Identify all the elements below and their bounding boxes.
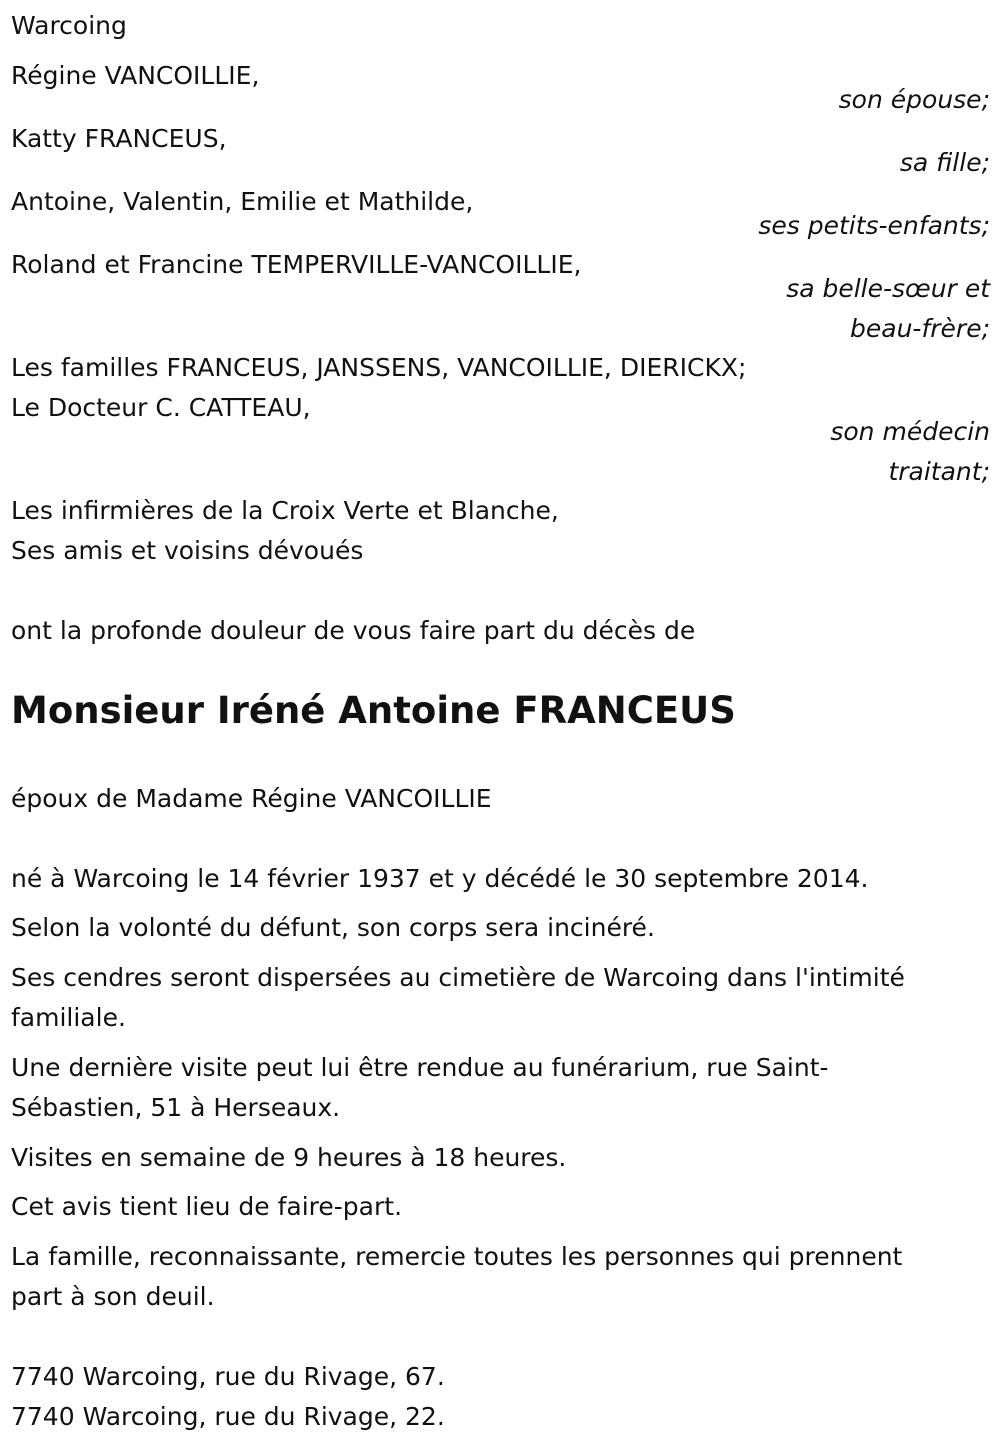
ashes-line: Ses cendres seront dispersées au cimetière de Warcoing dans l'intimité: [11, 963, 905, 992]
ashes-line: familiale.: [11, 1003, 126, 1032]
visiting-hours-line: Visites en semaine de 9 heures à 18 heures.: [11, 1143, 567, 1172]
mourner-role: son épouse;: [838, 85, 990, 114]
mourner-name: Les familles FRANCEUS, JANSSENS, VANCOILLIE, DIERICKX;: [11, 353, 747, 382]
mourner-role: son médecin: [830, 417, 990, 446]
visit-line: Une dernière visite peut lui être rendue au funérarium, rue Saint-: [11, 1053, 829, 1082]
notice-line: Cet avis tient lieu de faire-part.: [11, 1192, 403, 1221]
visit-line: Sébastien, 51 à Herseaux.: [11, 1093, 341, 1122]
address-line: 7740 Warcoing, rue du Rivage, 67.: [11, 1362, 445, 1391]
birth-death-line: né à Warcoing le 14 février 1937 et y décédé le 30 septembre 2014.: [11, 864, 869, 893]
address-line: 7740 Warcoing, rue du Rivage, 22.: [11, 1402, 445, 1431]
town-heading: Warcoing: [11, 11, 127, 40]
mourner-role: beau-frère;: [850, 314, 990, 343]
mourner-name: Ses amis et voisins dévoués: [11, 536, 364, 565]
mourner-role: ses petits-enfants;: [758, 211, 990, 240]
mourner-name: Roland et Francine TEMPERVILLE-VANCOILLIE,: [11, 250, 582, 279]
thanks-line: part à son deuil.: [11, 1282, 215, 1311]
mourner-name: Les infirmières de la Croix Verte et Blanche,: [11, 496, 559, 525]
mourner-role: traitant;: [888, 457, 990, 486]
mourner-name: Régine VANCOILLIE,: [11, 61, 260, 90]
mourner-role: sa belle-sœur et: [786, 274, 990, 303]
thanks-line: La famille, reconnaissante, remercie toutes les personnes qui prennent: [11, 1242, 903, 1271]
mourner-role: sa fille;: [899, 148, 990, 177]
cremation-line: Selon la volonté du défunt, son corps sera incinéré.: [11, 913, 655, 942]
mourner-name: Katty FRANCEUS,: [11, 124, 227, 153]
announcement-text: ont la profonde douleur de vous faire part du décès de: [11, 616, 696, 645]
mourner-name: Antoine, Valentin, Emilie et Mathilde,: [11, 187, 474, 216]
spouse-line: époux de Madame Régine VANCOILLIE: [11, 784, 492, 813]
deceased-name: Monsieur Iréné Antoine FRANCEUS: [11, 689, 736, 732]
mourner-name: Le Docteur C. CATTEAU,: [11, 393, 311, 422]
